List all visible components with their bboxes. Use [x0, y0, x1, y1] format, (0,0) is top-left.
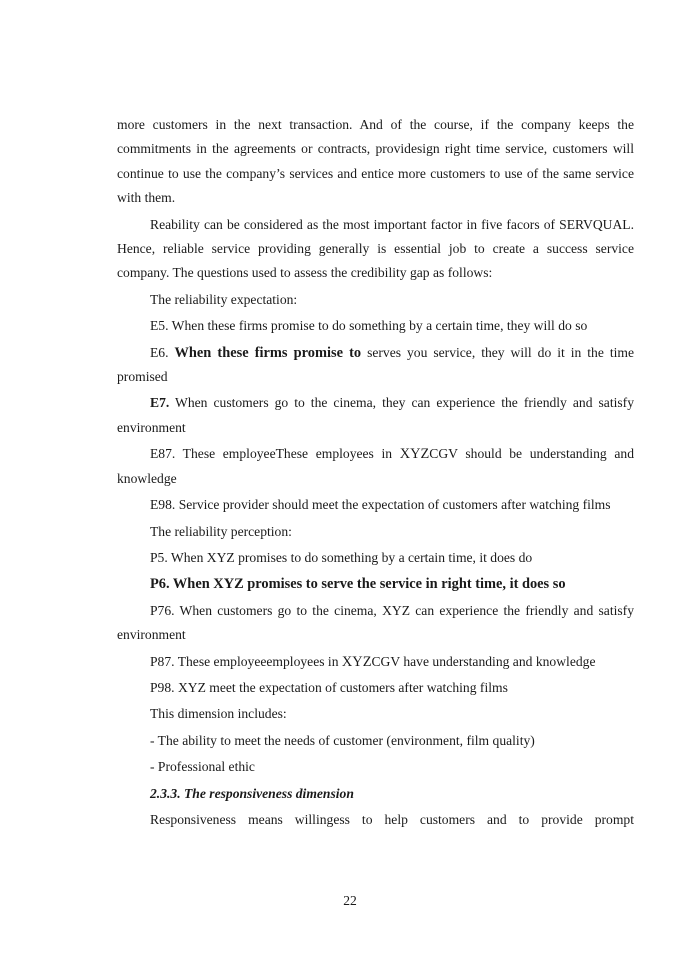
item-p7: P76. When customers go to the cinema, XYZ can experience the friendly and satisfy environment [117, 602, 634, 643]
bullet-ethic: - Professional ethic [150, 759, 255, 775]
item-e7-rest: When customers go to the cinema, they can experience the friendly and satisfy environment [117, 395, 634, 435]
item-e8-start: E87. These employeeThese employees in [150, 446, 400, 462]
item-e6-code: E6. [150, 344, 175, 360]
item-e5: E5. When these firms promise to do something by a certain time, they will do so [150, 318, 588, 334]
item-e6 [117, 341, 634, 390]
item-p8 [117, 650, 634, 674]
item-p8-start: P87. These employeeemployees in [150, 653, 342, 669]
item-p9: P98. XYZ meet the expectation of customers after watching films [150, 679, 508, 695]
item-p8-xyz: XYZ [341, 653, 372, 670]
item-e8 [117, 442, 634, 491]
section-heading: 2.3.3. The responsiveness dimension [150, 785, 354, 801]
item-e7 [117, 391, 634, 440]
item-p5: P5. When XYZ promises to do something by a certain time, it does do [150, 549, 533, 565]
dimension-intro: This dimension includes: [150, 706, 287, 722]
item-e6-bold: When these firms promise to [174, 344, 362, 361]
paragraph-responsiveness: Responsiveness means willingess to help customers and to provide prompt [150, 811, 634, 827]
item-p8-rest: CGV have understanding and knowledge [371, 653, 596, 669]
body-text [117, 113, 634, 834]
item-e6-rest: serves you service, they will do it in the time promised [117, 344, 634, 385]
perception-label: The reliability perception: [150, 523, 292, 539]
item-e9: E98. Service provider should meet the expectation of customers after watching films [150, 497, 611, 513]
item-e8-xyz: XYZ [399, 446, 430, 463]
item-e8-rest: CGV should be understanding and knowledge [117, 446, 634, 486]
paragraph-intro: more customers in the next transaction. And of the course, if the company keeps the commitments in the agreements or contracts, providesign right time service, customers will continue to use the company’s services and entice more customers to use of the same service with them. [117, 117, 634, 206]
item-p6: P6. When XYZ promises to serve the service in right time, it does so [150, 576, 566, 593]
item-e7-code: E7. [150, 395, 170, 411]
paragraph-reliability: Reability can be considered as the most important factor in five facors of SERVQUAL. Hence, reliable service providing generally is essential job to create a success service company. The questions used to assess the credibility gap as follows: [117, 216, 634, 281]
page-number: 22 [343, 893, 357, 908]
expectation-label: The reliability expectation: [150, 291, 298, 307]
bullet-ability: - The ability to meet the needs of customer (environment, film quality) [150, 732, 535, 748]
